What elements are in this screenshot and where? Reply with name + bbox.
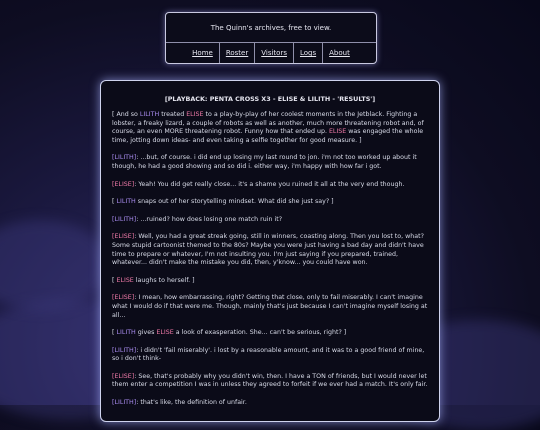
paragraph-text: [ And so: [112, 111, 140, 118]
speaker-lilith: LILITH: [116, 329, 136, 337]
speaker-lilith: [LILITH]: [112, 154, 137, 162]
paragraph-text: : See, that's probably why you didn't win, then. I have a TON of friends, but I would never let them enter a competition I was in unless they agreed to forfeit if we ever had a match. It's only fair.: [112, 372, 428, 389]
paragraph-text: : that's like, the definition of unfair.: [136, 399, 247, 407]
speaker-lilith: LILITH: [139, 111, 160, 118]
log-paragraph: [112, 154, 428, 171]
log-body: [101, 111, 439, 408]
speaker-lilith: [LILITH]: [112, 346, 137, 354]
log-paragraph: [112, 294, 428, 320]
site-header: [165, 12, 377, 64]
speaker-elise: ELISE: [156, 329, 174, 337]
paragraph-text: treated: [159, 111, 187, 118]
paragraph-text: : Well, you had a great streak going, still in winners, coasting along. Then you lost to, what? Some stupid cartoonist themed to the 80s? Maybe you were just having a bad day and didn't have time to prepare or whatever, I'm not insulting you. I'm just saying if you prepared, trained, whatever... didn't make the mistake you did, then, y'know... you could have won.: [112, 233, 424, 267]
paragraph-text: [: [112, 198, 117, 206]
background-cloud: [0, 220, 110, 310]
log-paragraph: [112, 329, 428, 338]
paragraph-text: : ...but, of course. i did end up losing my last round to jon. i'm not too worked up about it though, he had a good showing and so did i. either way, i'm happy with how far i got.: [112, 154, 417, 170]
log-paragraph: [112, 347, 428, 364]
paragraph-text: to a play-by-play of her coolest moments in the Jetblack. Fighting a lobster, a freaky lizard, a couple of robots as well as another, much more threatening robot and, of course, an even MORE threatening robot. Funny how that ended up.: [112, 111, 424, 136]
nav-link-visitors[interactable]: Visitors: [254, 43, 293, 63]
speaker-lilith: [LILITH]: [112, 399, 137, 407]
speaker-elise: ELISE: [328, 128, 347, 136]
paragraph-text: : i didn't 'fail miserably'. i lost by a reasonable amount, and it was to a good friend of mine, so i don't think-: [112, 346, 425, 363]
log-heading: [PLAYBACK: PENTA CROSS X3 - ELISE & LILITH - 'RESULTS']: [164, 95, 376, 103]
paragraph-text: : ...ruined? how does losing one match ruin it?: [136, 215, 283, 223]
speaker-elise: ELISE: [116, 276, 134, 284]
paragraph-text: snaps out of her storytelling mindset. What did she just say? ]: [135, 198, 334, 206]
speaker-elise: [ELISE]: [112, 294, 135, 302]
paragraph-text: was engaged the whole time, jotting down ideas- and even taking a selfie together for good measure. ]: [112, 128, 424, 144]
speaker-elise: [ELISE]: [112, 372, 135, 380]
speaker-elise: ELISE: [186, 111, 204, 118]
paragraph-text: a look of exasperation. She... can't be serious, right? ]: [173, 329, 347, 337]
nav-link-roster[interactable]: Roster: [219, 43, 254, 63]
speaker-elise: [ELISE]: [112, 233, 135, 241]
log-paragraph: [112, 198, 428, 207]
log-panel: [100, 80, 440, 422]
main-nav: [166, 42, 376, 63]
speaker-lilith: [LILITH]: [112, 215, 137, 223]
paragraph-text: laughs to herself. ]: [133, 276, 195, 284]
log-paragraph: [112, 216, 428, 225]
paragraph-text: gives: [135, 329, 157, 337]
nav-link-logs[interactable]: Logs: [293, 43, 322, 63]
log-paragraph: [112, 181, 428, 190]
nav-link-about[interactable]: About: [322, 43, 356, 63]
paragraph-text: [: [112, 329, 117, 337]
paragraph-text: [: [112, 276, 117, 284]
speaker-elise: [ELISE]: [112, 180, 135, 188]
log-paragraph: [112, 111, 428, 145]
log-paragraph: [112, 399, 428, 408]
log-paragraph: [112, 233, 428, 267]
log-paragraph: [112, 373, 428, 390]
site-title: The Quinn's archives, free to view.: [210, 24, 332, 32]
nav-link-home[interactable]: Home: [192, 49, 213, 57]
paragraph-text: : Yeah! You did get really close... it's a shame you ruined it all at the very end though.: [134, 180, 405, 188]
speaker-lilith: LILITH: [116, 198, 136, 206]
log-paragraph: [112, 277, 428, 286]
paragraph-text: : I mean, how embarrassing, right? Getting that close, only to fail miserably. I can't imagine what I would do if that were me. Though, mainly that's just because I can't imagine myself losing at all...: [112, 294, 428, 319]
